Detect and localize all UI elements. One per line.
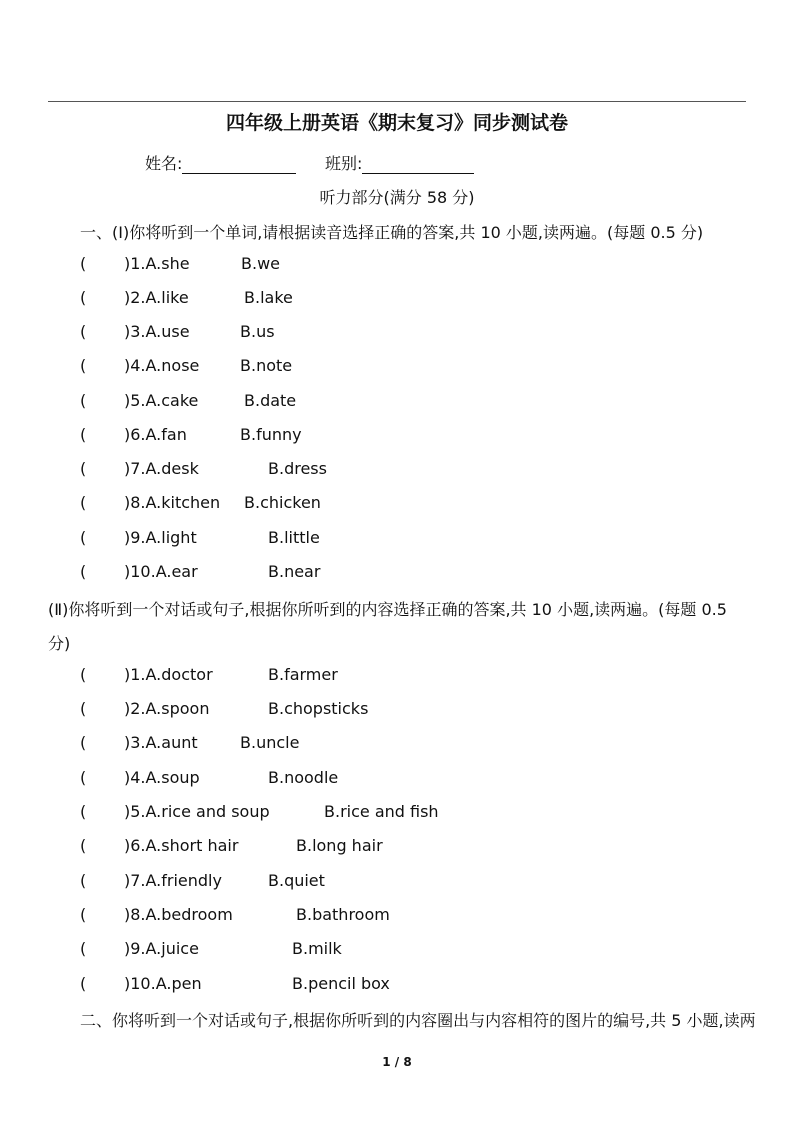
option-a: )3.A.use — [124, 322, 190, 341]
answer-paren[interactable]: ( — [80, 939, 87, 958]
option-b: B.us — [240, 322, 275, 341]
option-a: )2.A.like — [124, 288, 189, 307]
option-b: B.uncle — [240, 733, 300, 752]
option-b: B.note — [240, 356, 293, 375]
section3-instruction: 二、你将听到一个对话或句子,根据你所听到的内容圈出与内容相符的图片的编号,共 5 小题,读两 — [80, 1011, 756, 1030]
option-a: )10.A.ear — [124, 562, 198, 581]
class-label: 班别: — [325, 154, 363, 173]
option-a: )2.A.spoon — [124, 699, 210, 718]
answer-paren[interactable]: ( — [80, 562, 87, 581]
answer-paren[interactable]: ( — [80, 528, 87, 547]
answer-paren[interactable]: ( — [80, 699, 87, 718]
option-b: B.date — [244, 391, 297, 410]
answer-paren[interactable]: ( — [80, 733, 87, 752]
option-b: B.bathroom — [296, 905, 390, 924]
option-b: B.milk — [292, 939, 342, 958]
listening-header: 听力部分(满分 58 分) — [319, 188, 475, 207]
page-number: 1 / 8 — [382, 1055, 412, 1069]
answer-paren[interactable]: ( — [80, 665, 87, 684]
option-a: )1.A.she — [124, 254, 190, 273]
answer-paren[interactable]: ( — [80, 356, 87, 375]
answer-paren[interactable]: ( — [80, 425, 87, 444]
option-b: B.noodle — [268, 768, 339, 787]
option-a: )1.A.doctor — [124, 665, 213, 684]
option-a: )7.A.friendly — [124, 871, 222, 890]
answer-paren[interactable]: ( — [80, 459, 87, 478]
answer-paren[interactable]: ( — [80, 802, 87, 821]
option-a: )9.A.juice — [124, 939, 199, 958]
option-b: B.farmer — [268, 665, 338, 684]
header-rule — [48, 101, 746, 102]
option-b: B.little — [268, 528, 320, 547]
page-title: 四年级上册英语《期末复习》同步测试卷 — [225, 112, 568, 134]
answer-paren[interactable]: ( — [80, 768, 87, 787]
name-blank[interactable] — [182, 155, 296, 174]
answer-paren[interactable]: ( — [80, 871, 87, 890]
option-b: B.rice and fish — [324, 802, 439, 821]
answer-paren[interactable]: ( — [80, 836, 87, 855]
option-b: B.dress — [268, 459, 327, 478]
option-b: B.long hair — [296, 836, 383, 855]
option-a: )9.A.light — [124, 528, 197, 547]
option-a: )4.A.nose — [124, 356, 200, 375]
option-b: B.funny — [240, 425, 302, 444]
option-a: )6.A.fan — [124, 425, 187, 444]
name-field[interactable] — [145, 151, 296, 174]
option-b: B.quiet — [268, 871, 325, 890]
option-a: )8.A.bedroom — [124, 905, 233, 924]
option-b: B.chicken — [244, 493, 321, 512]
answer-paren[interactable]: ( — [80, 254, 87, 273]
option-b: B.pencil box — [292, 974, 390, 993]
option-a: )4.A.soup — [124, 768, 200, 787]
option-b: B.we — [241, 254, 280, 273]
option-a: )10.A.pen — [124, 974, 202, 993]
option-a: )5.A.rice and soup — [124, 802, 270, 821]
option-a: )5.A.cake — [124, 391, 199, 410]
class-field[interactable] — [325, 151, 474, 174]
option-b: B.chopsticks — [268, 699, 369, 718]
option-a: )7.A.desk — [124, 459, 199, 478]
option-a: )3.A.aunt — [124, 733, 198, 752]
answer-paren[interactable]: ( — [80, 322, 87, 341]
answer-paren[interactable]: ( — [80, 974, 87, 993]
section2-instruction: (Ⅱ)你将听到一个对话或句子,根据你所听到的内容选择正确的答案,共 10 小题,读两遍。(每题 0.5 — [48, 600, 727, 619]
class-blank[interactable] — [362, 155, 474, 174]
option-b: B.near — [268, 562, 321, 581]
section2-instruction-cont: 分) — [48, 634, 71, 653]
option-a: )6.A.short hair — [124, 836, 239, 855]
name-label: 姓名: — [145, 154, 183, 173]
option-b: B.lake — [244, 288, 293, 307]
option-a: )8.A.kitchen — [124, 493, 221, 512]
answer-paren[interactable]: ( — [80, 905, 87, 924]
answer-paren[interactable]: ( — [80, 391, 87, 410]
section1-instruction: 一、(Ⅰ)你将听到一个单词,请根据读音选择正确的答案,共 10 小题,读两遍。(每题 0.5 分) — [80, 223, 704, 242]
answer-paren[interactable]: ( — [80, 288, 87, 307]
answer-paren[interactable]: ( — [80, 493, 87, 512]
